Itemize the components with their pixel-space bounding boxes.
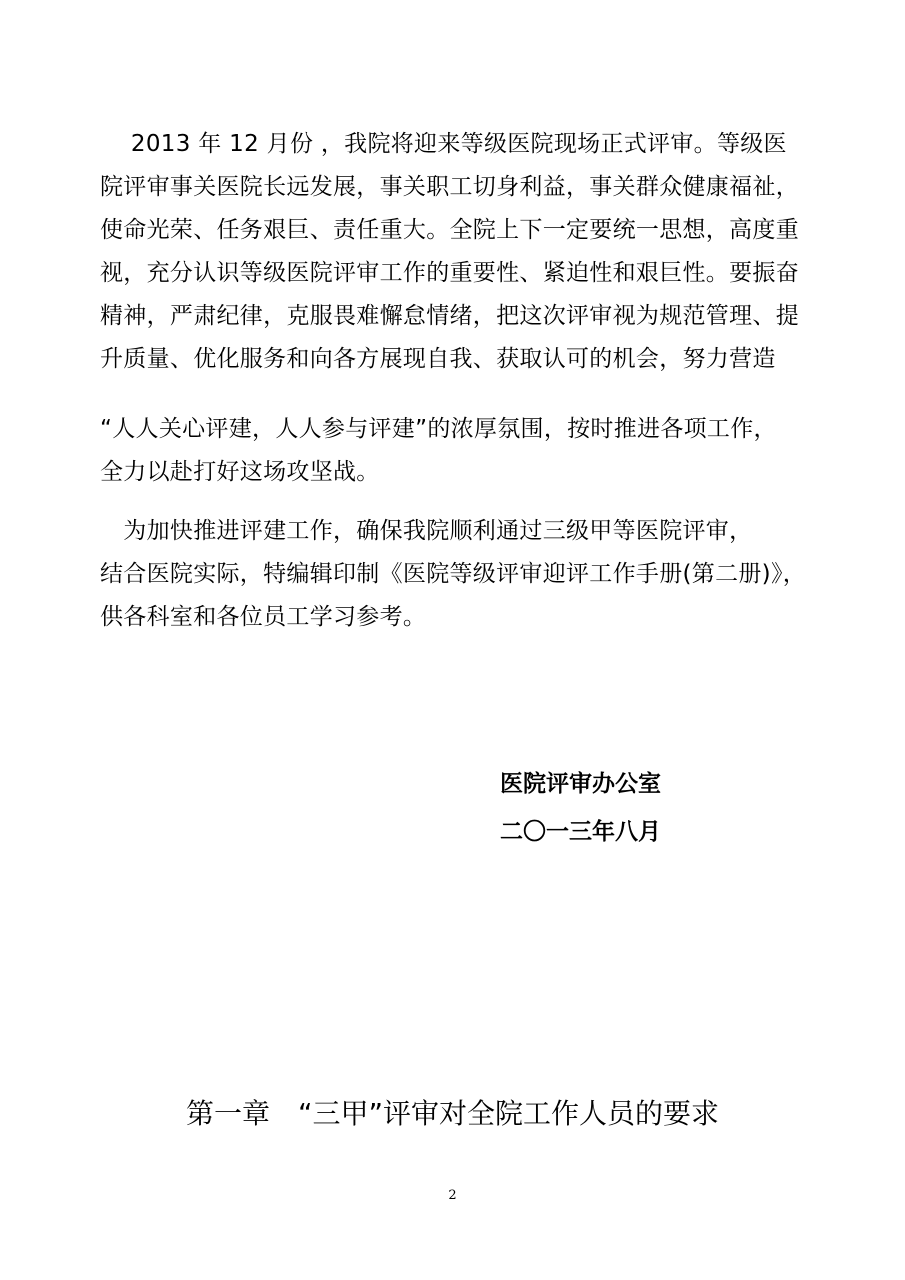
- text-line: 为加快推进评建工作，确保我院顺利通过三级甲等医院评审，: [100, 518, 753, 544]
- text-line: 院评审事关医院长远发展，事关职工切身利益，事关群众健康福祉，: [100, 174, 799, 200]
- text-line: 升质量、优化服务和向各方展现自我、获取认可的机会，努力营造: [100, 346, 776, 372]
- text-line: 精神，严肃纪律，克服畏难懈怠情绪，把这次评审视为规范管理、提: [100, 303, 799, 329]
- text-line: 视，充分认识等级医院评审工作的重要性、紧迫性和艰巨性。要振奋: [100, 260, 799, 286]
- chapter-title: 第一章 “三甲”评审对全院工作人员的要求: [185, 1097, 719, 1130]
- text-line: “人人关心评建，人人参与评建”的浓厚氛围，按时推进各项工作，: [100, 416, 777, 442]
- text-line: 2013 年 12 月份 ，我院将迎来等级医院现场正式评审。等级医: [100, 131, 787, 157]
- text-line: 结合医院实际，特编辑印制《医院等级评审迎评工作手册(第二册)》，: [100, 561, 807, 587]
- page-number: 2: [448, 1188, 457, 1203]
- signature-date: 二〇一三年八月: [500, 819, 661, 845]
- signature-office: 医院评审办公室: [500, 771, 661, 797]
- text-line: 使命光荣、任务艰巨、责任重大。全院上下一定要统一思想，高度重: [100, 217, 799, 243]
- text-line: 供各科室和各位员工学习参考。: [100, 604, 427, 630]
- text-line: 全力以赴打好这场攻坚战。: [100, 459, 380, 485]
